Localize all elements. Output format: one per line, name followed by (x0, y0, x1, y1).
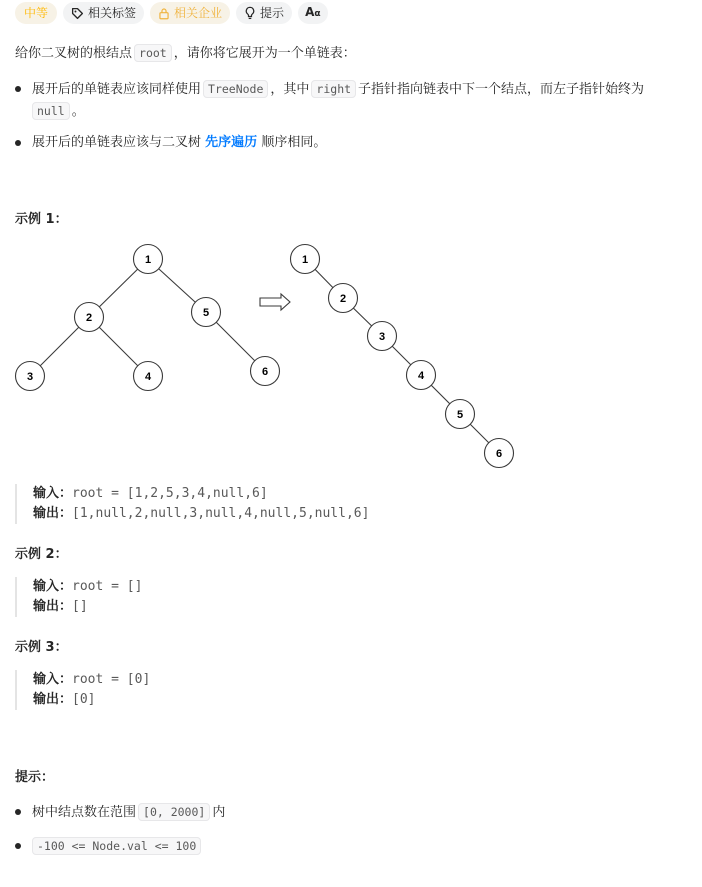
difficulty-label: 中等 (24, 6, 49, 20)
tree-node (16, 362, 45, 391)
related-tags-button[interactable] (63, 2, 144, 24)
arrow-icon (260, 294, 290, 310)
example-1-block (15, 484, 369, 524)
svg-text:6: 6 (495, 448, 503, 460)
input-label: 输入： (33, 579, 73, 594)
related-companies-label: 相关企业 (174, 6, 223, 20)
preorder-link[interactable]: 先序遍历 (205, 135, 258, 150)
list-node (291, 245, 320, 274)
svg-text:5: 5 (456, 409, 464, 421)
related-companies-button[interactable] (150, 2, 230, 24)
bullet (15, 809, 21, 815)
bullet (15, 140, 21, 146)
difficulty-badge (15, 2, 57, 24)
svg-text:4: 4 (144, 371, 152, 383)
svg-text:2: 2 (85, 312, 93, 324)
list-node (368, 322, 397, 351)
related-tags-label: 相关标签 (88, 6, 137, 20)
constraints-title: 提示： (15, 770, 55, 785)
lightbulb-icon (244, 6, 256, 20)
svg-text:1: 1 (144, 254, 152, 266)
example-1-diagram (0, 230, 540, 470)
rule-2: 展开后的单链表应该与二叉树 先序遍历 顺序相同。 (32, 135, 327, 150)
tag-row (15, 2, 328, 24)
font-size-button[interactable] (298, 2, 327, 24)
svg-text:1: 1 (301, 254, 309, 266)
tree-node (251, 357, 280, 386)
tag-icon (71, 7, 84, 20)
rule-1-cont: null 。 (32, 101, 85, 122)
example-3-block (15, 670, 150, 710)
svg-text:4: 4 (417, 370, 425, 382)
inline-code: root (134, 44, 172, 62)
font-size-icon: Aα (305, 5, 321, 19)
input-label: 输入： (33, 486, 73, 501)
svg-text:2: 2 (339, 293, 347, 305)
output-label: 输出： (33, 599, 73, 614)
output-value: [] (72, 599, 88, 614)
hint-button[interactable] (236, 2, 292, 24)
problem-intro: 给你二叉树的根结点 root ，请你将它展开为一个单链表： (15, 46, 356, 61)
example-3-title: 示例 3： (15, 640, 68, 655)
tree-node (192, 298, 221, 327)
svg-text:6: 6 (261, 366, 269, 378)
list-node (485, 439, 514, 468)
tree-node (75, 303, 104, 332)
input-label: 输入： (33, 672, 73, 687)
constraint-1: 树中结点数在范围 [0, 2000] 内 (32, 805, 226, 820)
input-value: root = [0] (72, 672, 151, 687)
inline-code: null (32, 102, 70, 120)
inline-code: TreeNode (203, 80, 268, 98)
list-node (407, 361, 436, 390)
hint-label: 提示 (260, 6, 285, 20)
output-value: [1,null,2,null,3,null,4,null,5,null,6] (72, 506, 370, 521)
inline-code: -100 <= Node.val <= 100 (32, 837, 201, 855)
example-2-block (15, 577, 142, 617)
lock-icon (158, 7, 170, 20)
output-label: 输出： (33, 506, 73, 521)
input-value: root = [1,2,5,3,4,null,6] (72, 486, 268, 501)
svg-text:3: 3 (26, 371, 34, 383)
svg-text:3: 3 (378, 331, 386, 343)
example-1-title: 示例 1： (15, 212, 68, 227)
input-value: root = [] (72, 579, 143, 594)
example-2-title: 示例 2： (15, 547, 68, 562)
output-value: [0] (72, 692, 96, 707)
tree-node (134, 245, 163, 274)
tree-node (134, 362, 163, 391)
inline-code: [0, 2000] (138, 803, 210, 821)
constraint-2 (32, 836, 203, 857)
bullet (15, 86, 21, 92)
rule-1: 展开后的单链表应该同样使用 TreeNode ，其中 right 子指针指向链表中下一个结点，而左子指针始终为 (32, 82, 645, 97)
inline-code: right (311, 80, 356, 98)
list-node (329, 284, 358, 313)
svg-text:5: 5 (202, 307, 210, 319)
bullet (15, 843, 21, 849)
output-label: 输出： (33, 692, 73, 707)
list-node (446, 400, 475, 429)
